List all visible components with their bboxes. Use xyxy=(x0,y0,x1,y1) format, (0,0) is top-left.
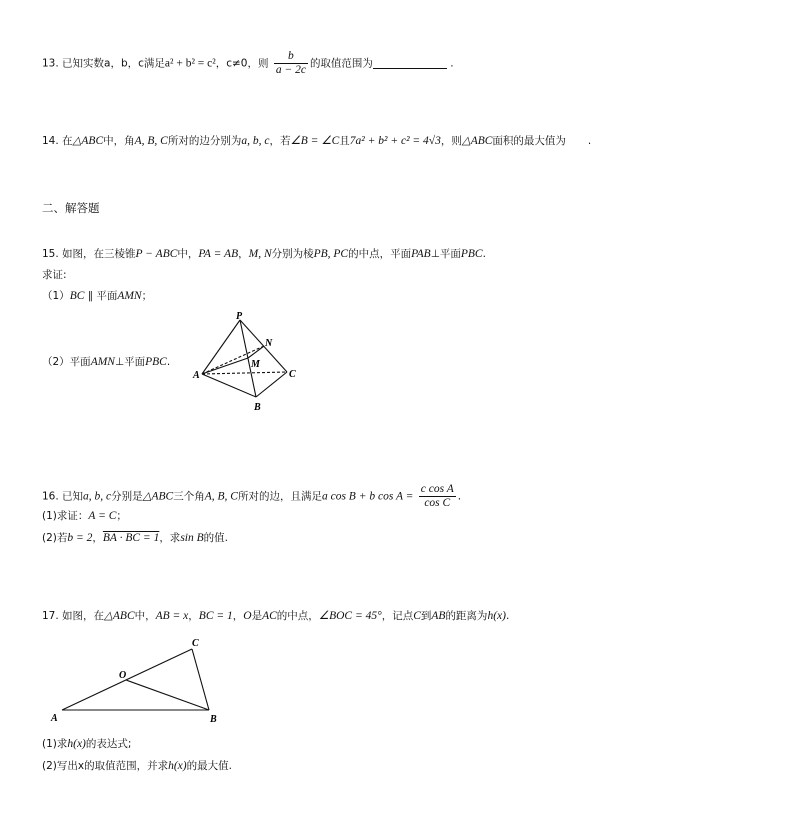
q15-p2-end: . xyxy=(166,356,171,368)
q16-p1-end: ； xyxy=(116,510,127,522)
q14-t6: 面积的最大值为 xyxy=(492,135,566,147)
q13-frac-num: b xyxy=(274,50,308,64)
q14-end: . xyxy=(587,135,592,147)
q16-p2-sin: sin B xyxy=(180,532,204,544)
q15-edges: PB, PC xyxy=(313,248,349,260)
side-bc xyxy=(192,649,209,710)
q16-lead: 16. 已知 xyxy=(42,490,84,503)
q17-ac: AC xyxy=(262,610,277,622)
segment-am xyxy=(202,358,248,374)
q15-t3: 分别为棱 xyxy=(271,248,314,260)
q14-cond2: 7a² + b² + c² = 4√3 xyxy=(349,135,441,147)
q16-t3: 所对的边，且满足 xyxy=(237,490,322,503)
q14-triangle: △ABC xyxy=(72,135,104,147)
q13-answer-blank[interactable] xyxy=(373,58,447,69)
q16-triangle: △ABC xyxy=(142,490,174,503)
q17-ab2: AB xyxy=(431,610,446,622)
q16-part2 xyxy=(42,531,228,545)
q17-lead: 17. 如图，在 xyxy=(42,610,105,622)
q16-p1-lead: (1)求证： xyxy=(42,510,89,522)
q15-pyramid: P − ABC xyxy=(135,248,178,260)
q13-frac-den: a − 2c xyxy=(275,64,306,76)
q14-t1: 中，角 xyxy=(103,135,135,147)
q16-t2: 三个角 xyxy=(173,490,205,503)
q14-lead: 14. 在 xyxy=(42,135,73,147)
q16-frac-num: c cos A xyxy=(420,483,454,495)
q17-hx: h(x) xyxy=(487,610,506,622)
q15-mn: M, N xyxy=(248,248,272,260)
q17-t6: ，记点 xyxy=(381,610,414,622)
q17-t5: 的中点， xyxy=(276,610,319,622)
label-b: B xyxy=(210,714,217,725)
label-p: P xyxy=(236,311,243,322)
q15-cond: PA = AB xyxy=(198,248,239,260)
q15-part1 xyxy=(42,289,152,303)
q17-p1-end: 的表达式; xyxy=(85,738,132,750)
q16-lhs: a cos B + b cos A = xyxy=(321,490,414,503)
label-c: C xyxy=(289,369,296,380)
q17-p1-hx: h(x) xyxy=(67,738,86,750)
label-o: O xyxy=(119,670,127,681)
q15-t4: 的中点，平面 xyxy=(348,248,412,260)
q16-p2-end: 的值. xyxy=(203,532,228,544)
q15-t1: 中， xyxy=(177,248,199,260)
q13-sep: ，c≠0，则 xyxy=(215,57,269,70)
segment-mn xyxy=(248,346,264,358)
q15-p2-pbc: PBC xyxy=(145,356,167,368)
q16-p2-vector: BA · BC = 1 xyxy=(102,532,160,544)
q16-frac-den: cos C xyxy=(424,497,451,509)
q17-o: O xyxy=(243,610,252,622)
label-a: A xyxy=(193,370,200,381)
q17-t3: ， xyxy=(232,610,244,622)
q15-text xyxy=(42,247,486,261)
edge-bc xyxy=(256,372,287,397)
q16-sides: a, b, c xyxy=(83,490,112,503)
q15-t2: ， xyxy=(238,248,249,260)
q17-p2-lead: (2)写出x的取值范围，并求 xyxy=(42,760,169,772)
q17-p2-hx: h(x) xyxy=(168,760,187,772)
section-title: 二、解答题 xyxy=(42,201,100,215)
q14-cond1: ∠B = ∠C xyxy=(290,135,340,147)
q14-angles: A, B, C xyxy=(134,135,168,147)
q15-p2-lead: （2）平面 xyxy=(42,356,91,368)
q15-pab: PAB xyxy=(411,248,431,260)
q17-c: C xyxy=(413,610,421,622)
q13-fraction xyxy=(274,50,308,77)
q15-part2 xyxy=(42,355,170,369)
q16-p2-sep: ， xyxy=(92,532,103,544)
edge-ab xyxy=(202,374,256,397)
q15-p2-amn: AMN xyxy=(90,356,115,368)
q17-ab: AB = x xyxy=(155,610,189,622)
q17-text xyxy=(42,609,509,623)
q15-prove: 求证: xyxy=(42,269,67,281)
side-ac xyxy=(62,649,192,710)
q16-p1-eq: A = C xyxy=(88,510,117,522)
q15-pbc: PBC xyxy=(460,248,483,260)
q16-fraction xyxy=(419,483,456,510)
q14-t4: 且 xyxy=(339,135,350,147)
q14-sides: a, b, c xyxy=(241,135,270,147)
q14-text xyxy=(42,134,591,148)
q14-t3: ，若 xyxy=(269,135,291,147)
q13-tail: 的取值范围为 xyxy=(309,57,373,70)
q16-t1: 分别是 xyxy=(111,490,143,503)
q16-part1 xyxy=(42,509,127,523)
q16-p2-t: ，求 xyxy=(159,532,181,544)
q17-triangle: △ABC xyxy=(104,610,135,622)
q17-t7: 到 xyxy=(420,610,432,622)
q16-angles: A, B, C xyxy=(204,490,238,503)
q15-p1-lead: （1） xyxy=(42,290,70,302)
q15-perp: ⊥平面 xyxy=(430,248,461,260)
q16-text xyxy=(42,483,461,510)
q14-triangle2: △ABC xyxy=(461,135,493,147)
q15-p2-mid: ⊥平面 xyxy=(114,356,146,368)
q16-p2-lead: (2)若 xyxy=(42,532,68,544)
q13-end: . xyxy=(450,57,454,70)
segment-ob xyxy=(126,680,209,710)
q15-p1-end: ； xyxy=(141,290,153,302)
q17-t1: 中， xyxy=(134,610,156,622)
q13-condition: a² + b² = c² xyxy=(164,57,216,70)
q15-p1-mid: ∥ 平面 xyxy=(84,290,118,302)
label-n: N xyxy=(265,338,273,349)
q17-part2 xyxy=(42,759,232,773)
pyramid-figure xyxy=(190,310,310,418)
q17-end: . xyxy=(505,610,510,622)
q17-angle: ∠BOC = 45° xyxy=(318,610,382,622)
q13-lead: 13. 已知实数a，b，c满足 xyxy=(42,57,165,70)
q17-p1-lead: (1)求 xyxy=(42,738,68,750)
q15-p1-bc: BC xyxy=(69,290,85,302)
edge-ac-hidden xyxy=(202,372,287,374)
q17-bc: BC = 1 xyxy=(198,610,233,622)
q13-text xyxy=(42,50,454,77)
label-c: C xyxy=(192,638,199,649)
q14-t5: ，则 xyxy=(440,135,462,147)
label-b: B xyxy=(254,402,261,413)
q17-t4: 是 xyxy=(251,610,263,622)
q16-p2-b: b = 2 xyxy=(67,532,93,544)
q16-end: . xyxy=(457,490,462,503)
label-a: A xyxy=(51,713,58,724)
label-m: M xyxy=(251,359,260,370)
q15-end: . xyxy=(482,248,486,260)
q14-t2: 所对的边分别为 xyxy=(167,135,242,147)
q17-part1 xyxy=(42,737,131,751)
q15-lead: 15. 如图，在三棱锥 xyxy=(42,248,136,260)
q15-p1-amn: AMN xyxy=(117,290,142,302)
q17-t8: 的距离为 xyxy=(445,610,488,622)
q17-t2: ， xyxy=(188,610,199,622)
triangle-figure xyxy=(46,632,236,728)
q17-p2-end: 的最大值. xyxy=(186,760,232,772)
